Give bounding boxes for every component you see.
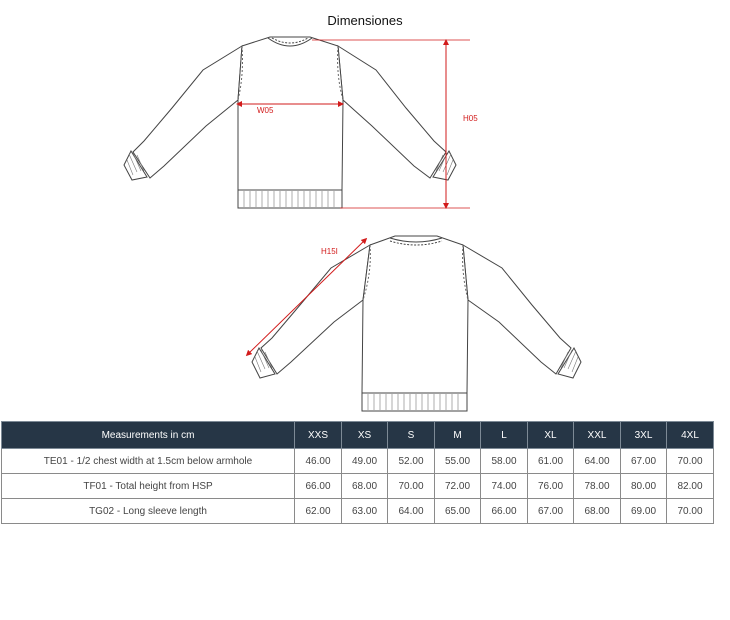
header-size: 3XL — [621, 422, 667, 449]
table-cell: 70.00 — [388, 474, 435, 499]
front-sweater-illustration — [124, 37, 456, 208]
header-size: 4XL — [667, 422, 714, 449]
chest-width-label: W05 — [257, 106, 274, 115]
table-cell: 62.00 — [295, 499, 342, 524]
header-measurements: Measurements in cm — [2, 422, 295, 449]
header-size: S — [388, 422, 435, 449]
table-cell: 74.00 — [481, 474, 528, 499]
table-cell: 58.00 — [481, 449, 528, 474]
sleeve-length-label: H15I — [321, 247, 338, 256]
table-cell: 69.00 — [621, 499, 667, 524]
table-cell: 64.00 — [388, 499, 435, 524]
table-cell: 65.00 — [435, 499, 481, 524]
total-height-label: H05 — [463, 114, 478, 123]
page-title: Dimensiones — [327, 13, 403, 28]
header-size: XS — [342, 422, 388, 449]
table-cell: 55.00 — [435, 449, 481, 474]
table-cell: 64.00 — [574, 449, 621, 474]
header-size: L — [481, 422, 528, 449]
header-size: XXS — [295, 422, 342, 449]
table-row — [2, 474, 714, 499]
header-size: M — [435, 422, 481, 449]
table-cell: 80.00 — [621, 474, 667, 499]
size-table — [1, 421, 714, 524]
table-cell: 66.00 — [481, 499, 528, 524]
table-cell: 76.00 — [528, 474, 574, 499]
table-row — [2, 499, 714, 524]
table-cell: 63.00 — [342, 499, 388, 524]
back-sweater-illustration — [252, 236, 581, 411]
header-size: XXL — [574, 422, 621, 449]
table-cell: 72.00 — [435, 474, 481, 499]
table-cell: 61.00 — [528, 449, 574, 474]
table-row — [2, 449, 714, 474]
table-cell: 67.00 — [621, 449, 667, 474]
table-cell: 67.00 — [528, 499, 574, 524]
table-cell: 49.00 — [342, 449, 388, 474]
table-cell: 68.00 — [342, 474, 388, 499]
row-label: TE01 - 1/2 chest width at 1.5cm below armhole — [2, 449, 295, 474]
table-cell: 78.00 — [574, 474, 621, 499]
header-size: XL — [528, 422, 574, 449]
row-label: TF01 - Total height from HSP — [2, 474, 295, 499]
table-cell: 66.00 — [295, 474, 342, 499]
table-cell: 82.00 — [667, 474, 714, 499]
table-cell: 68.00 — [574, 499, 621, 524]
table-cell: 70.00 — [667, 499, 714, 524]
table-header-row — [2, 422, 714, 449]
row-label: TG02 - Long sleeve length — [2, 499, 295, 524]
table-cell: 52.00 — [388, 449, 435, 474]
table-cell: 70.00 — [667, 449, 714, 474]
table-cell: 46.00 — [295, 449, 342, 474]
